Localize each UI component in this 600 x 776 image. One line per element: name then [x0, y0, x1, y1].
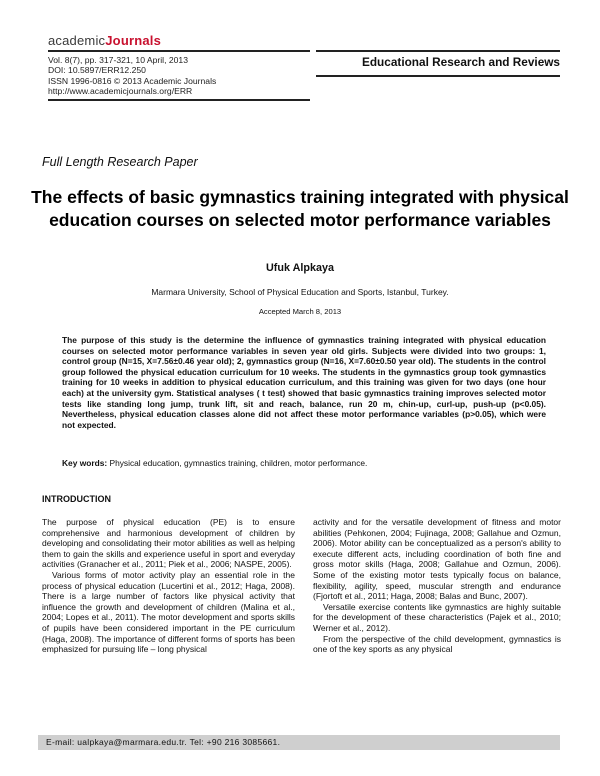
author-name: Ufuk Alpkaya: [265, 262, 334, 274]
meta-doi: DOI: 10.5897/ERR12.250: [48, 65, 146, 76]
accepted-date: Accepted March 8, 2013: [258, 307, 342, 316]
journal-logo: academicJournals: [48, 33, 162, 48]
paragraph: From the perspective of the child development, gymnastics is one of the key sports as any physical: [313, 633, 561, 655]
keywords: [62, 458, 546, 468]
meta-volume: Vol. 8(7), pp. 317-321, 10 April, 2013: [48, 55, 188, 65]
header-rule-right: [316, 50, 560, 52]
journal-rule-bottom: [316, 75, 560, 77]
header-rule-left: [48, 50, 310, 52]
abstract: The purpose of this study is the determine the influence of gymnastics training integrated with physical education courses on selected motor performance variables in seven year old girls. Subjects were divided into two groups: 1, control group (N=15, X=7.56±0.46 year old); 2, gymnastics group (N=16, X=7.60±0.50 year old). The students in the control group followed the physical education curriculum for 10 weeks. The students in the gymnastics group took gymnastics training for 10 weeks in addition to physical education curriculum, and this training was given for two days (one hour each) at the university gym. Statistical analyses ( t test) showed that basic gymnastics training improves selected motor tests like standing long jump, trunk lift, sit and reach, balance, run 20 m, chin-up, curl-up, push-up (p<0.05). Nevertheless, physical education classes alone did not affect these motor performance variables (p>0.05), which were not expected.: [62, 335, 546, 430]
publication-meta: [48, 55, 310, 97]
body-column-left: [42, 517, 295, 655]
paragraph: The purpose of physical education (PE) is to ensure comprehensive and harmonious development of children by developing and consolidating their motor abilities as well as helping them to gain the skills and experience useful in sport and everyday activities (Granacher et al., 2011; Piek et al., 2006; NASPE, 2005).: [42, 517, 295, 570]
keywords-list: Physical education, gymnastics training, children, motor performance.: [109, 458, 368, 468]
contact-footer: E-mail: ualpkaya@marmara.edu.tr. Tel: +90 216 3085661.: [46, 737, 281, 747]
section-heading-introduction: INTRODUCTION: [42, 494, 111, 504]
paragraph: Versatile exercise contents like gymnastics are highly suitable for the development of these characteristics (Pajek et al., 2010; Werner et al., 2012).: [313, 601, 561, 633]
journal-name: Educational Research and Reviews: [361, 55, 560, 69]
paragraph: Various forms of motor activity play an essential role in the process of physical education (Lucertini et al., 2012; Haga, 2008). There is a large number of factors like physical activity that influence the growth and development of children (Malina et al., 2004; Lopes et al., 2011). The motor development and sports skills of pupils have been considered important in the PE curriculum (Haga, 2008). The importance of different forms of sports has been emphasized for pursuing life – long physical: [42, 569, 295, 655]
author-affiliation: Marmara University, School of Physical Education and Sports, Istanbul, Turkey.: [151, 287, 449, 297]
paper-title: The effects of basic gymnastics training integrated with physical education courses on selected motor performance variables: [31, 187, 569, 230]
paragraph: activity and for the versatile development of fitness and motor abilities (Pehkonen, 2004; Fujinaga, 2008; Gallahue and Ozmun, 2006). Motor ability can be conceptualized as a person's ability to execute different acts, including coordination of both fine and gross motor skills (Haga, 2008; Gallahue and Ozmun, 2006). Some of the existing motor tests typically focus on balance, flexibility, agility, speed, muscular strength and endurance (Fjortoft et al., 2011; Haga, 2008; Balas and Bunc, 2007).: [313, 517, 561, 602]
body-column-right: [313, 517, 561, 655]
meta-issn: ISSN 1996-0816 © 2013 Academic Journals: [48, 75, 217, 86]
paper-type: Full Length Research Paper: [42, 155, 198, 169]
header-rule-bottom: [48, 99, 310, 101]
meta-url[interactable]: http://www.academicjournals.org/ERR: [48, 86, 193, 97]
keywords-label: Key words:: [62, 458, 108, 468]
